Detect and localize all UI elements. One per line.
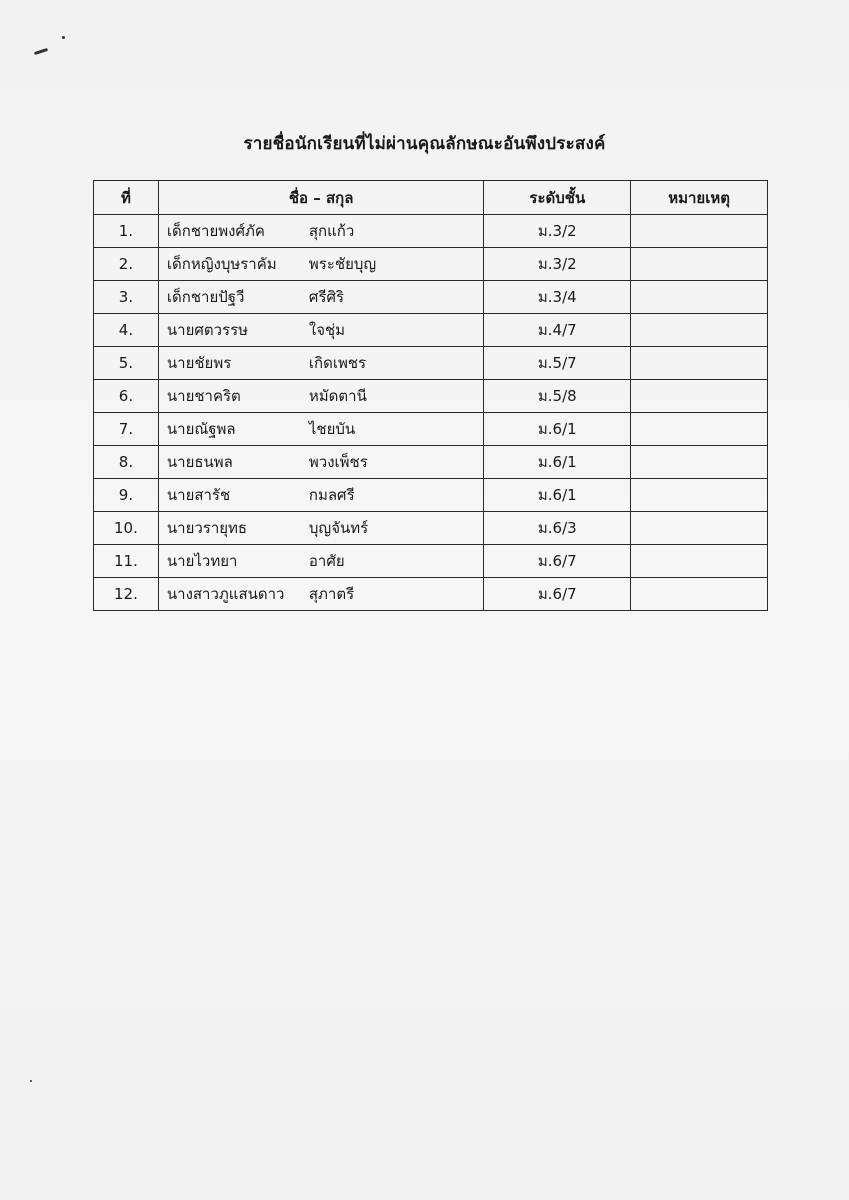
row-first-name: นายณัฐพล [166,420,236,438]
row-first-name: นายศตวรรษ [166,321,249,339]
row-number: 11. [94,545,159,578]
row-note [631,578,768,611]
row-note [631,314,768,347]
document-title: รายชื่อนักเรียนที่ไม่ผ่านคุณลักษณะอันพึงประสงค์ [243,134,606,154]
row-number: 5. [94,347,159,380]
table-row [94,479,768,512]
row-number: 2. [94,248,159,281]
row-level: ม.6/7 [484,545,631,578]
header-number: ที่ [94,181,159,215]
row-last-name: กมลศรี [308,486,355,504]
row-first-name: นายธนพล [166,453,233,471]
row-first-name: เด็กชายปัฐวี [166,288,245,306]
header-level: ระดับชั้น [484,181,631,215]
table-header-row [94,181,768,215]
scan-speck [30,1080,32,1082]
row-level: ม.3/2 [484,215,631,248]
row-number: 9. [94,479,159,512]
row-last-name: บุญจันทร์ [308,519,369,537]
row-last-name: ใจชุ่ม [308,321,346,339]
row-fullname [158,347,484,380]
row-fullname [158,248,484,281]
row-level: ม.5/7 [484,347,631,380]
row-level: ม.3/2 [484,248,631,281]
table-row [94,413,768,446]
row-last-name: ศรีศิริ [308,288,345,306]
table-row [94,380,768,413]
row-note [631,479,768,512]
row-fullname [158,281,484,314]
row-number: 12. [94,578,159,611]
row-fullname [158,413,484,446]
row-fullname [158,545,484,578]
table-row [94,281,768,314]
row-fullname [158,314,484,347]
row-fullname [158,512,484,545]
row-level: ม.6/1 [484,413,631,446]
row-number: 6. [94,380,159,413]
row-note [631,413,768,446]
row-fullname [158,479,484,512]
row-last-name: พระชัยบุญ [308,255,377,273]
row-last-name: สุกแก้ว [308,222,355,240]
student-table [93,180,768,611]
row-level: ม.6/1 [484,446,631,479]
row-fullname [158,578,484,611]
row-note [631,215,768,248]
row-last-name: อาศัย [308,552,345,570]
row-level: ม.3/4 [484,281,631,314]
table-row [94,512,768,545]
header-note: หมายเหตุ [631,181,768,215]
row-fullname [158,380,484,413]
row-number: 4. [94,314,159,347]
row-first-name: เด็กชายพงศ์ภัค [166,222,265,240]
row-note [631,512,768,545]
row-first-name: นายชัยพร [166,354,232,372]
row-last-name: หมัดตานี [308,387,367,405]
row-note [631,545,768,578]
header-name: ชื่อ – สกุล [158,181,484,215]
table-row [94,248,768,281]
row-last-name: พวงเพ็ชร [308,453,368,471]
scan-speck [34,48,48,55]
row-fullname [158,215,484,248]
row-note [631,248,768,281]
row-number: 1. [94,215,159,248]
row-level: ม.6/7 [484,578,631,611]
row-last-name: ไชยบัน [308,420,356,438]
table-row [94,347,768,380]
row-first-name: นายชาคริต [166,387,241,405]
row-first-name: นายสารัช [166,486,231,504]
row-note [631,281,768,314]
row-first-name: นายไวทยา [166,552,238,570]
row-number: 3. [94,281,159,314]
row-note [631,446,768,479]
row-number: 7. [94,413,159,446]
row-first-name: นางสาวภูแสนดาว [166,585,285,603]
row-first-name: นายวรายุทธ [166,519,248,537]
row-first-name: เด็กหญิงบุษราคัม [166,255,277,273]
table-row [94,446,768,479]
row-level: ม.6/1 [484,479,631,512]
row-last-name: สุภาตรี [308,585,355,603]
row-number: 8. [94,446,159,479]
row-level: ม.6/3 [484,512,631,545]
row-number: 10. [94,512,159,545]
table-row [94,545,768,578]
row-level: ม.5/8 [484,380,631,413]
table-row [94,215,768,248]
row-note [631,380,768,413]
table-row [94,578,768,611]
row-level: ม.4/7 [484,314,631,347]
scan-speck [62,36,65,39]
row-last-name: เกิดเพชร [308,354,367,372]
row-fullname [158,446,484,479]
table-row [94,314,768,347]
row-note [631,347,768,380]
